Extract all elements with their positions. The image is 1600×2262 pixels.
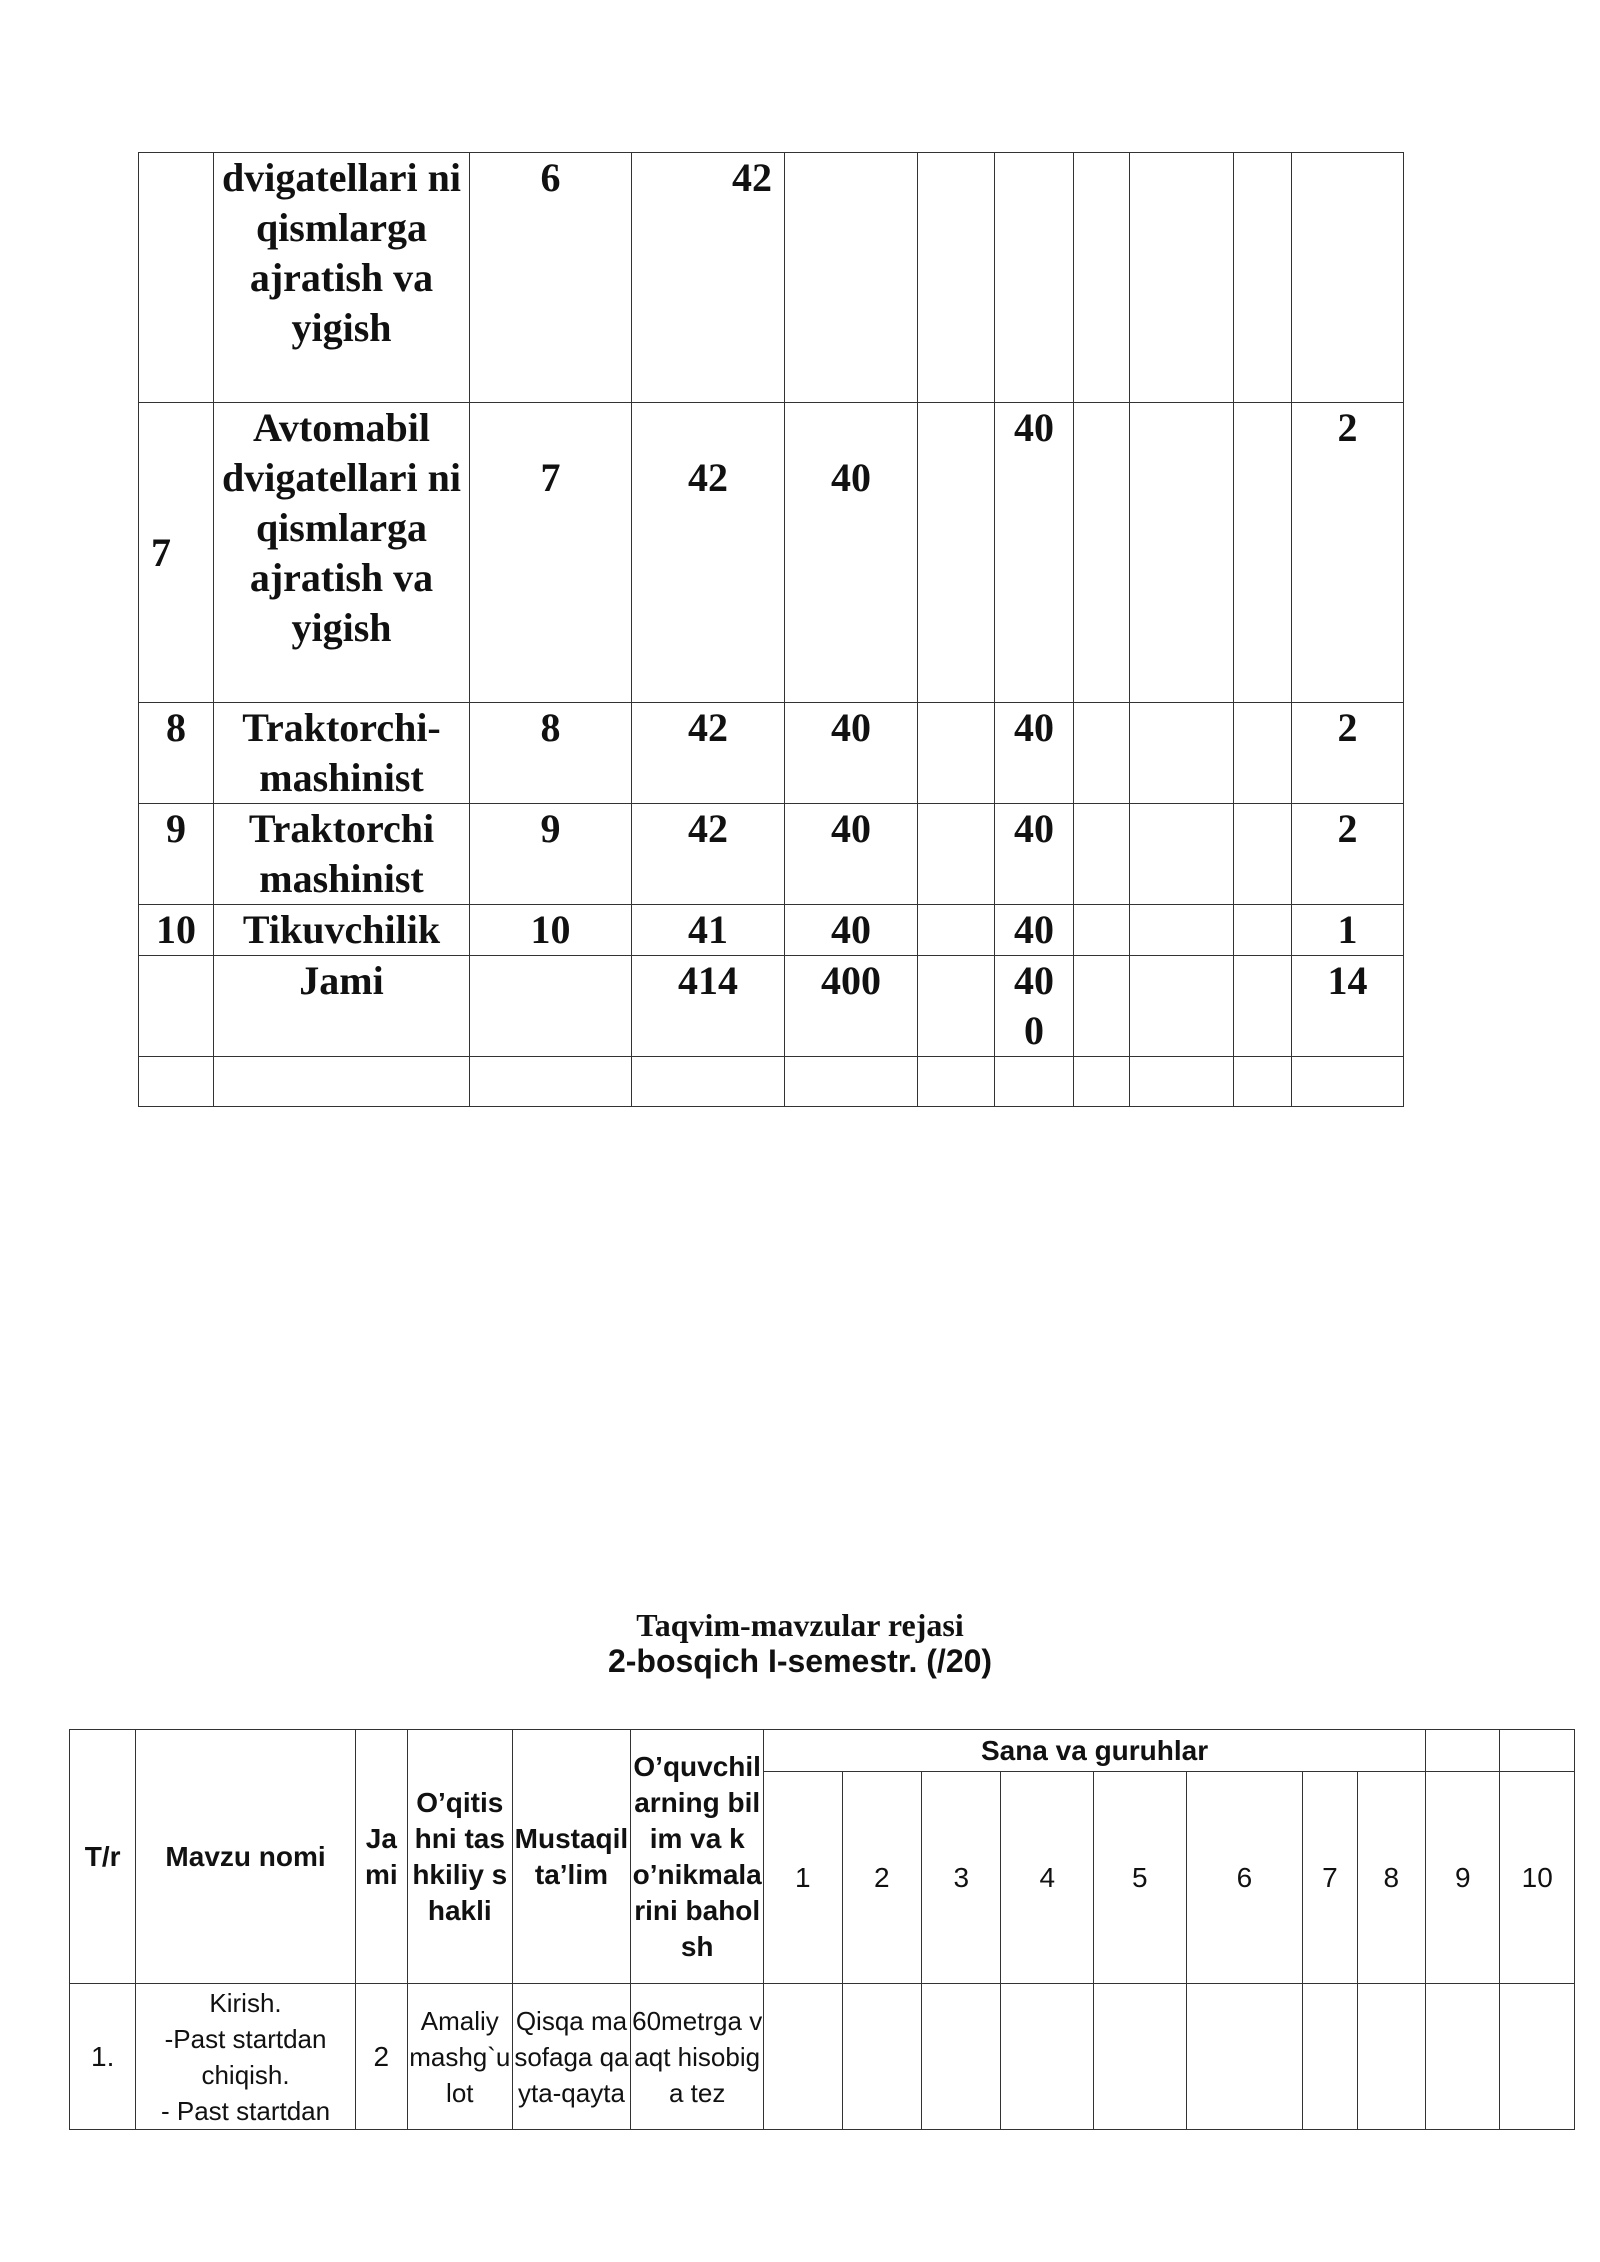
cell: 400 (995, 956, 1074, 1057)
cell: 2 (1292, 804, 1404, 905)
total-label: Jami (214, 956, 470, 1057)
table-row (139, 703, 1404, 804)
cell (918, 956, 995, 1057)
cell: 40 (995, 703, 1074, 804)
cell (1234, 403, 1292, 703)
group-number: 7 (1303, 1772, 1357, 1984)
table-row (70, 1984, 1575, 2130)
cell: 9 (470, 804, 632, 905)
table-row (139, 403, 1404, 703)
header-mavzu: Mavzu nomi (136, 1730, 355, 1984)
group-number: 4 (1001, 1772, 1094, 1984)
header-row (70, 1730, 1575, 1772)
cell: 400 (785, 956, 918, 1057)
cell (785, 153, 918, 403)
empty-row (139, 1057, 1404, 1107)
table-row (139, 804, 1404, 905)
cell: 42 (632, 804, 785, 905)
cell: 40 (785, 403, 918, 703)
cell: 2 (1292, 703, 1404, 804)
cell (1130, 804, 1234, 905)
course-name: Traktorchi-mashinist (214, 703, 470, 804)
cell (1074, 403, 1130, 703)
group-number: 3 (922, 1772, 1001, 1984)
group-number: 9 (1426, 1772, 1500, 1984)
cell (1234, 153, 1292, 403)
course-name: Tikuvchilik (214, 905, 470, 956)
cell (1074, 153, 1130, 403)
cell (1074, 703, 1130, 804)
cell: 41 (632, 905, 785, 956)
total-row (139, 956, 1404, 1057)
cell: 42 (632, 153, 785, 403)
cell (1130, 403, 1234, 703)
row-number: 10 (139, 905, 214, 956)
self-study: Qisqa masofaga qayta-qayta (512, 1984, 631, 2130)
cell (918, 905, 995, 956)
cell: 40 (785, 804, 918, 905)
cell (1130, 956, 1234, 1057)
cell: 40 (995, 804, 1074, 905)
cell (918, 804, 995, 905)
cell (918, 703, 995, 804)
page-subtitle: 2-bosqich I-semestr. (/20) (607, 1643, 993, 1679)
table-row (139, 153, 1404, 403)
cell: 1 (1292, 905, 1404, 956)
row-number: 8 (139, 703, 214, 804)
group-number: 2 (842, 1772, 921, 1984)
cell (1130, 153, 1234, 403)
group-number: 1 (764, 1772, 842, 1984)
header-oquvchilar: O’quvchilarning bilim va ko’nikmalarini baholsh (631, 1730, 764, 1984)
cell: 6 (470, 153, 632, 403)
cell (1130, 703, 1234, 804)
cell (1074, 905, 1130, 956)
table-row (139, 905, 1404, 956)
group-number: 10 (1500, 1772, 1575, 1984)
header-sana: Sana va guruhlar (764, 1730, 1426, 1772)
cell: 2 (1292, 403, 1404, 703)
header-jami: Jami (355, 1730, 407, 1984)
cell (1074, 804, 1130, 905)
cell (470, 956, 632, 1057)
cell: 42 (632, 403, 785, 703)
cell (1292, 153, 1404, 403)
row-number (139, 153, 214, 403)
cell (918, 403, 995, 703)
assessment: 60metrga vaqt hisobiga tez (631, 1984, 764, 2130)
cell (1074, 956, 1130, 1057)
cell: 7 (470, 403, 632, 703)
cell: 40 (995, 905, 1074, 956)
cell (1234, 905, 1292, 956)
cell (1234, 956, 1292, 1057)
row-number (139, 956, 214, 1057)
cell: 40 (785, 703, 918, 804)
page-title: Taqvim-mavzular rejasi (636, 1607, 964, 1643)
header-mustaqil: Mustaqil ta’lim (512, 1730, 631, 1984)
group-number: 5 (1094, 1772, 1187, 1984)
cell: 10 (470, 905, 632, 956)
cell (1234, 804, 1292, 905)
row-number: 7 (139, 403, 214, 703)
course-name: Avtomabil dvigatellari ni qismlarga ajratish va yigish (214, 403, 470, 703)
cell: 414 (632, 956, 785, 1057)
row-number: 9 (139, 804, 214, 905)
course-name: dvigatellari ni qismlarga ajratish va yigish (214, 153, 470, 403)
lesson-form: Amaliy mashg`ulot (407, 1984, 512, 2130)
cell (1234, 703, 1292, 804)
cell: 8 (470, 703, 632, 804)
topic-name: Kirish. -Past startdan chiqish. - Past startdan (136, 1984, 355, 2130)
cell: 40 (785, 905, 918, 956)
hours: 2 (355, 1984, 407, 2130)
cell: 40 (995, 403, 1074, 703)
summary-table (138, 152, 1404, 1107)
group-number: 8 (1357, 1772, 1425, 1984)
course-name: Traktorchi mashinist (214, 804, 470, 905)
cell (1130, 905, 1234, 956)
cell (995, 153, 1074, 403)
cell: 42 (632, 703, 785, 804)
calendar-plan-table (69, 1729, 1575, 2130)
header-oqitish: O’qitishni tashkiliy shakli (407, 1730, 512, 1984)
group-number: 6 (1186, 1772, 1303, 1984)
header-tr: T/r (70, 1730, 136, 1984)
cell: 14 (1292, 956, 1404, 1057)
row-number: 1. (70, 1984, 136, 2130)
cell (918, 153, 995, 403)
